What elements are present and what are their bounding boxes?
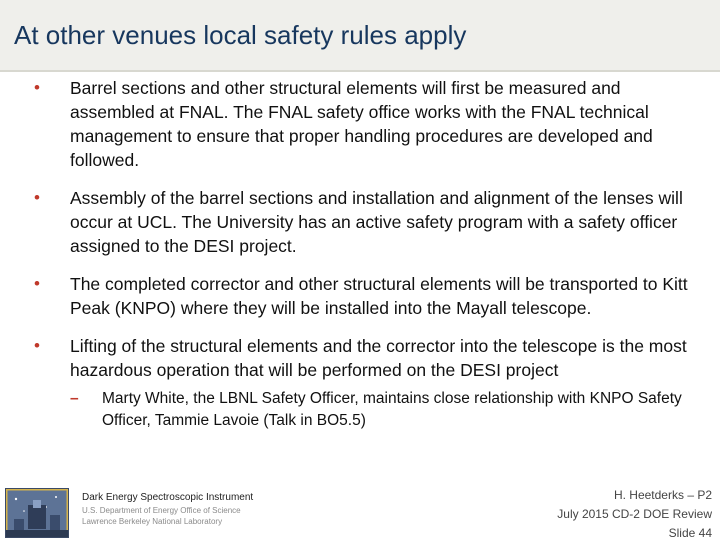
- sub-bullet-marker: –: [70, 390, 79, 407]
- bullet-list: [34, 76, 694, 446]
- footer-meta: [557, 486, 712, 543]
- slide-footer: [0, 482, 720, 540]
- bullet-marker: •: [34, 188, 40, 207]
- bullet-item: [34, 186, 694, 258]
- title-divider: [0, 70, 720, 72]
- sub-bullet-item: [70, 388, 694, 432]
- bullet-text: Barrel sections and other structural elements will first be measured and assembled at FNAL. The FNAL safety office works with the FNAL technical management to ensure that proper handling procedures are developed and followed.: [70, 78, 653, 170]
- bullet-marker: •: [34, 336, 40, 355]
- footer-doe-line: U.S. Department of Energy Office of Science: [82, 506, 241, 515]
- bullet-marker: •: [34, 274, 40, 293]
- footer-org-name: Dark Energy Spectroscopic Instrument: [82, 492, 254, 503]
- desi-logo-graphic: [6, 489, 68, 537]
- sub-bullet-text: Marty White, the LBNL Safety Officer, maintains close relationship with KNPO Safety Officer, Tammie Lavoie (Talk in BO5.5): [102, 390, 682, 429]
- bullet-item: [34, 272, 694, 320]
- footer-author: H. Heetderks – P2: [613, 488, 712, 502]
- bullet-item: [34, 76, 694, 172]
- slide-title: At other venues local safety rules apply: [14, 20, 467, 50]
- footer-organization: [82, 492, 253, 527]
- bullet-item: [34, 334, 694, 432]
- bullet-marker: •: [34, 78, 40, 97]
- footer-lbnl-line: Lawrence Berkeley National Laboratory: [82, 517, 223, 526]
- bullet-text: Assembly of the barrel sections and installation and alignment of the lenses will occur at UCL. The University has an active safety program with a safety officer assigned to the DESI project.: [70, 188, 683, 256]
- footer-event: July 2015 CD-2 DOE Review: [557, 507, 712, 521]
- bullet-text: The completed corrector and other structural elements will be transported to Kitt Peak (KNPO) where they will be installed into the Mayall telescope.: [70, 274, 688, 318]
- bullet-text: Lifting of the structural elements and the corrector into the telescope is the most hazardous operation that will be performed on the DESI project: [70, 336, 687, 380]
- desi-logo-icon: [5, 488, 69, 538]
- slide-number: Slide 44: [668, 526, 712, 540]
